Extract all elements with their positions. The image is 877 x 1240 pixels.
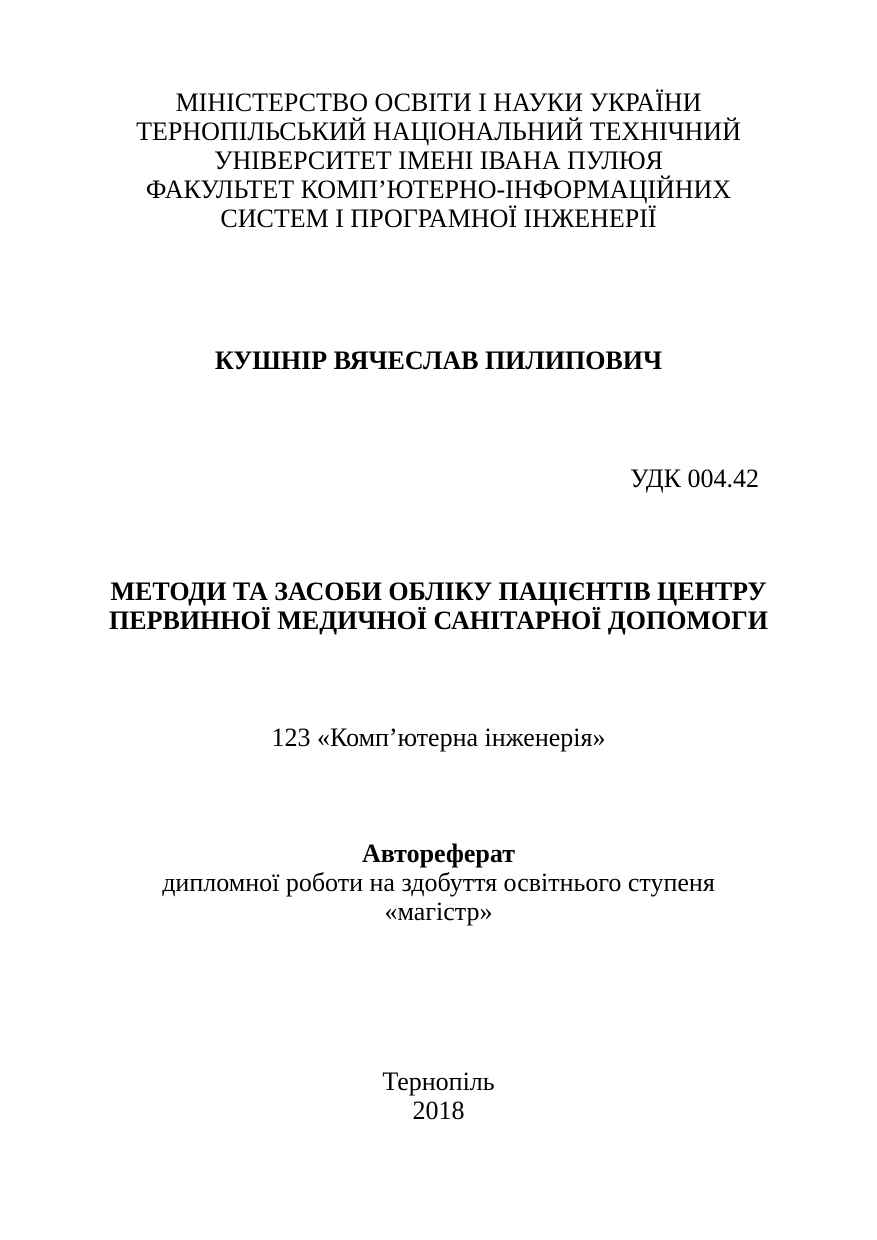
abstract-block <box>0 839 877 926</box>
year: 2018 <box>412 1096 465 1125</box>
thesis-title-line-1: МЕТОДИ ТА ЗАСОБИ ОБЛІКУ ПАЦІЄНТІВ ЦЕНТРУ <box>110 577 767 606</box>
faculty-line-1: ФАКУЛЬТЕТ КОМП’ЮТЕРНО-ІНФОРМАЦІЙНИХ <box>145 175 732 204</box>
specialty-text: 123 «Комп’ютерна інженерія» <box>271 723 606 752</box>
abstract-description-line-2: «магістр» <box>384 897 493 926</box>
university-line-2: УНІВЕРСИТЕТ ІМЕНІ ІВАНА ПУЛЮЯ <box>214 146 663 175</box>
thesis-title <box>0 577 877 635</box>
abstract-heading: Автореферат <box>361 839 515 868</box>
university-line-1: ТЕРНОПІЛЬСЬКИЙ НАЦІОНАЛЬНИЙ ТЕХНІЧНИЙ <box>136 117 741 146</box>
udk-code: УДК 004.42 <box>630 464 759 493</box>
specialty-block <box>0 723 877 752</box>
place-year-block <box>0 1067 877 1125</box>
ministry-line: МІНІСТЕРСТВО ОСВІТИ І НАУКИ УКРАЇНИ <box>175 88 702 117</box>
author-name: КУШНІР ВЯЧЕСЛАВ ПИЛИПОВИЧ <box>214 346 663 375</box>
city: Тернопіль <box>382 1067 495 1096</box>
author-block <box>0 346 877 375</box>
abstract-description-line-1: дипломної роботи на здобуття освітнього ступеня <box>162 868 715 897</box>
faculty-line-2: СИСТЕМ І ПРОГРАМНОЇ ІНЖЕНЕРІЇ <box>220 204 657 233</box>
udk-block <box>630 464 759 493</box>
institution-header <box>0 88 877 233</box>
thesis-title-line-2: ПЕРВИННОЇ МЕДИЧНОЇ САНІТАРНОЇ ДОПОМОГИ <box>109 606 768 635</box>
